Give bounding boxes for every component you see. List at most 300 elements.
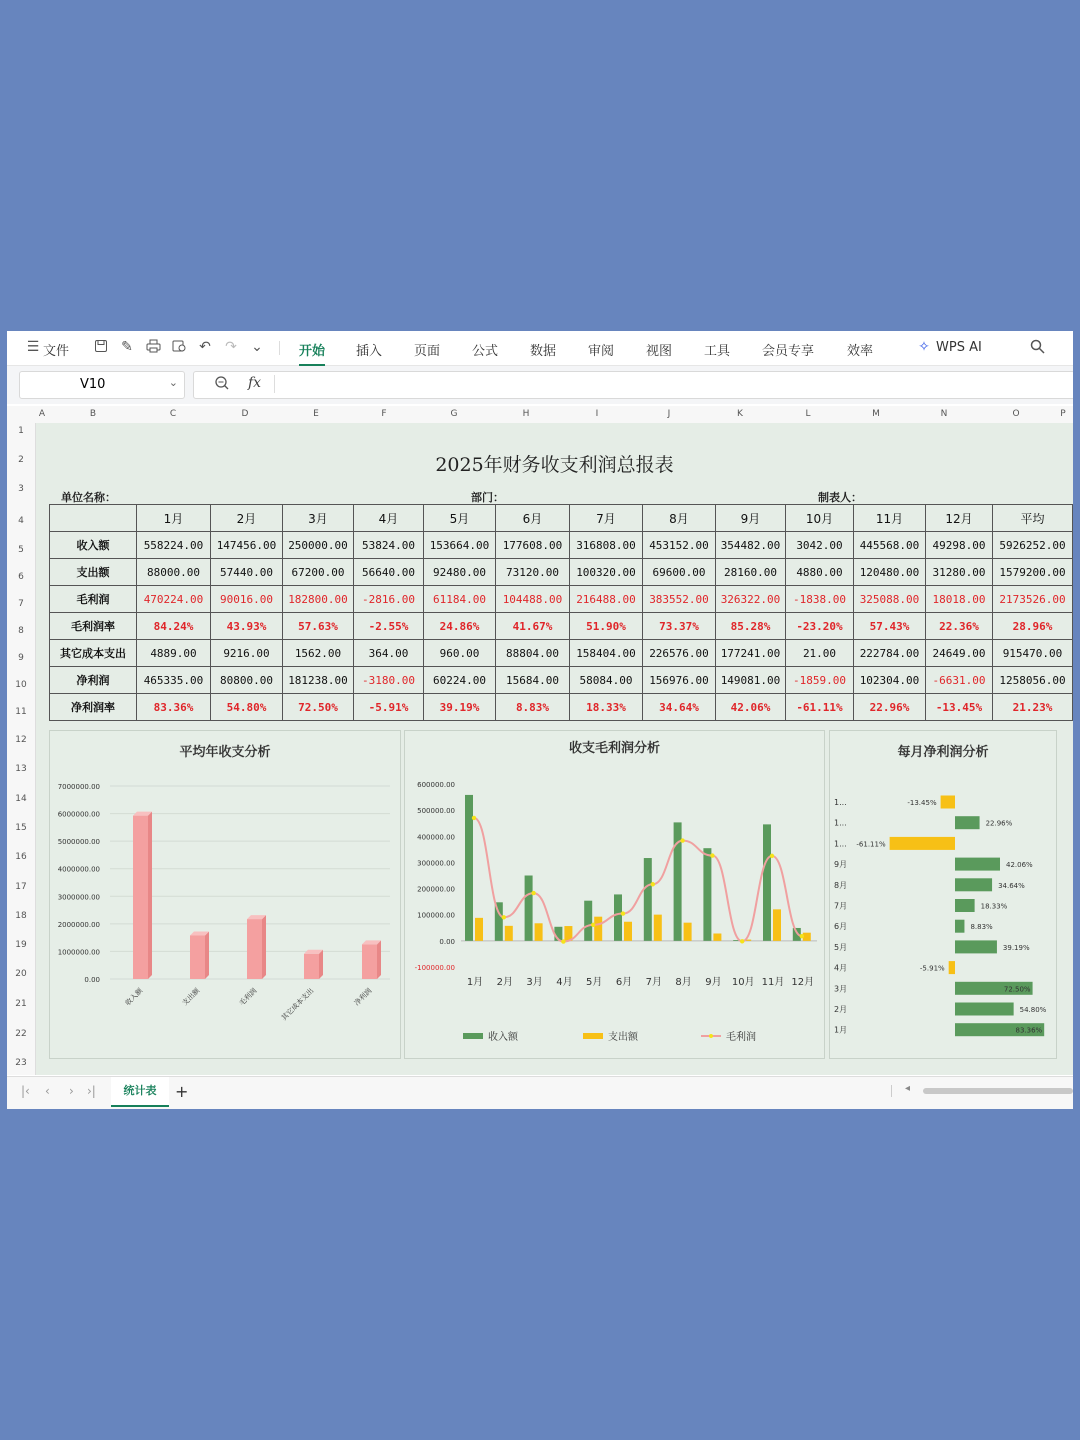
- table-cell[interactable]: 69600.00: [643, 559, 716, 586]
- x-tick-label: 收入额: [123, 986, 145, 1008]
- x-tick-label: 10月: [731, 977, 755, 988]
- income-bar[interactable]: [644, 858, 652, 941]
- table-cell[interactable]: -5.91%: [354, 694, 424, 721]
- y-tick-label: 6000000.00: [57, 810, 100, 819]
- bar[interactable]: [247, 919, 262, 979]
- x-tick-label: 6月: [615, 977, 633, 988]
- expense-bar[interactable]: [594, 917, 602, 941]
- table-cell[interactable]: 325088.00: [854, 586, 926, 613]
- expense-bar[interactable]: [684, 923, 692, 941]
- column-header-a[interactable]: A: [38, 409, 46, 419]
- table-cell[interactable]: 18018.00: [926, 586, 993, 613]
- table-row: [50, 559, 1073, 586]
- y-tick-label: 7000000.00: [57, 783, 100, 791]
- header-cell[interactable]: 5月: [424, 505, 496, 532]
- gross-profit-point[interactable]: [710, 853, 714, 857]
- wps-ai-button[interactable]: WPS AI: [936, 340, 982, 355]
- net-profit-bar[interactable]: [955, 816, 980, 829]
- table-header-row: [50, 505, 1073, 532]
- table-cell[interactable]: 57.43%: [854, 613, 926, 640]
- table-cell[interactable]: 120480.00: [854, 559, 926, 586]
- table-cell[interactable]: 8.83%: [496, 694, 570, 721]
- table-cell[interactable]: 102304.00: [854, 667, 926, 694]
- chart-title: 平均年收支分析: [179, 745, 271, 760]
- y-tick-label: 1000000.00: [57, 948, 100, 957]
- table-cell[interactable]: 83.36%: [137, 694, 211, 721]
- column-header-p[interactable]: P: [1060, 409, 1066, 419]
- gross-profit-point[interactable]: [591, 923, 595, 927]
- row-label[interactable]: 净利润率: [50, 694, 137, 721]
- table-cell[interactable]: 158404.00: [570, 640, 643, 667]
- add-sheet-button[interactable]: +: [175, 1082, 189, 1101]
- table-cell[interactable]: -2816.00: [354, 586, 424, 613]
- table-cell[interactable]: -61.11%: [786, 694, 854, 721]
- expense-bar[interactable]: [535, 923, 543, 941]
- row-header-20[interactable]: 20: [15, 969, 27, 979]
- table-cell[interactable]: 51.90%: [570, 613, 643, 640]
- x-tick-label: 支出额: [180, 986, 202, 1008]
- data-label: 72.50%: [1003, 985, 1031, 994]
- table-row: [50, 532, 1073, 559]
- gross-profit-point[interactable]: [800, 934, 804, 938]
- expense-bar[interactable]: [505, 926, 513, 941]
- bar[interactable]: [190, 935, 205, 979]
- legend-label: 支出额: [608, 1032, 638, 1043]
- row-header-15[interactable]: 15: [15, 823, 27, 833]
- y-tick-label: 5000000.00: [57, 838, 100, 847]
- header-cell[interactable]: 8月: [643, 505, 716, 532]
- column-header-c[interactable]: C: [169, 409, 177, 419]
- row-header-4[interactable]: 4: [18, 516, 24, 526]
- tab-tools[interactable]: 工具: [704, 344, 731, 359]
- row-header-18[interactable]: 18: [15, 911, 27, 921]
- table-cell[interactable]: 21.00: [786, 640, 854, 667]
- table-cell[interactable]: 24.86%: [424, 613, 496, 640]
- table-cell[interactable]: 453152.00: [643, 532, 716, 559]
- row-header-10[interactable]: 10: [15, 680, 27, 690]
- header-cell[interactable]: 4月: [354, 505, 424, 532]
- bar[interactable]: [362, 944, 377, 979]
- table-cell[interactable]: 88804.00: [496, 640, 570, 667]
- expense-bar[interactable]: [654, 915, 662, 941]
- toolbar-divider: [279, 341, 280, 355]
- bar-side: [205, 931, 209, 979]
- y-tick-label: 400000.00: [417, 833, 455, 842]
- undo-icon[interactable]: ↶: [199, 339, 211, 355]
- x-tick-label: 2月: [496, 977, 513, 988]
- row-label[interactable]: 毛利润: [50, 586, 137, 613]
- monthly-net-profit-chart[interactable]: [829, 730, 1057, 1059]
- table-cell[interactable]: 84.24%: [137, 613, 211, 640]
- legend-label: 收入额: [488, 1032, 518, 1043]
- gross-profit-point[interactable]: [561, 939, 565, 943]
- table-row: [50, 613, 1073, 640]
- chevron-down-icon[interactable]: ⌄: [251, 339, 263, 355]
- table-cell[interactable]: 80800.00: [211, 667, 283, 694]
- net-profit-bar[interactable]: [955, 878, 992, 891]
- tab-data[interactable]: 数据: [530, 344, 557, 359]
- income-bar[interactable]: [703, 848, 711, 941]
- column-header-i[interactable]: I: [595, 409, 599, 419]
- y-tick-label: 9月: [834, 860, 848, 870]
- profit-analysis-chart[interactable]: [404, 730, 825, 1059]
- tab-insert[interactable]: 插入: [356, 344, 383, 359]
- report-table: [49, 504, 1073, 721]
- table-cell[interactable]: 61184.00: [424, 586, 496, 613]
- table-cell[interactable]: 222784.00: [854, 640, 926, 667]
- sheet-tab-bar: [7, 1076, 1073, 1109]
- table-cell[interactable]: 57440.00: [211, 559, 283, 586]
- income-bar[interactable]: [525, 876, 533, 941]
- table-cell[interactable]: 22.36%: [926, 613, 993, 640]
- table-cell[interactable]: 31280.00: [926, 559, 993, 586]
- x-tick-label: 其它成本支出: [280, 986, 316, 1023]
- table-cell[interactable]: 9216.00: [211, 640, 283, 667]
- gross-profit-point[interactable]: [651, 882, 655, 886]
- gross-profit-point[interactable]: [680, 838, 684, 842]
- bar[interactable]: [133, 816, 148, 979]
- x-tick-label: 8月: [675, 977, 692, 988]
- row-header-17[interactable]: 17: [15, 882, 27, 892]
- row-header-2[interactable]: 2: [18, 455, 24, 465]
- net-profit-bar[interactable]: [955, 920, 964, 933]
- chart-title: 收支毛利润分析: [568, 741, 660, 756]
- table-cell[interactable]: 41.67%: [496, 613, 570, 640]
- table-cell[interactable]: 72.50%: [283, 694, 354, 721]
- header-cell[interactable]: 3月: [283, 505, 354, 532]
- expense-bar[interactable]: [773, 909, 781, 940]
- row-header-23[interactable]: 23: [15, 1058, 27, 1068]
- net-profit-bar[interactable]: [955, 858, 1000, 871]
- table-cell[interactable]: 147456.00: [211, 532, 283, 559]
- x-tick-label: 3月: [526, 977, 543, 988]
- report-title: 2025年财务收支利润总报表: [435, 454, 674, 476]
- table-cell[interactable]: 5926252.00: [993, 532, 1073, 559]
- tab-page[interactable]: 页面: [414, 344, 441, 359]
- row-header-6[interactable]: 6: [18, 572, 24, 582]
- function-icon[interactable]: fx: [248, 375, 262, 391]
- x-tick-label: 12月: [791, 977, 815, 988]
- bar[interactable]: [304, 954, 319, 979]
- table-cell[interactable]: 960.00: [424, 640, 496, 667]
- y-tick-label: 3000000.00: [57, 893, 100, 902]
- table-cell[interactable]: 57.63%: [283, 613, 354, 640]
- gross-profit-point[interactable]: [770, 854, 774, 858]
- header-cell[interactable]: 10月: [786, 505, 854, 532]
- table-cell[interactable]: 24649.00: [926, 640, 993, 667]
- format-painter-icon[interactable]: ✎: [121, 339, 133, 355]
- row-header-9[interactable]: 9: [18, 653, 24, 663]
- chevron-down-icon[interactable]: ⌄: [168, 376, 178, 389]
- expense-bar[interactable]: [475, 918, 483, 941]
- table-cell[interactable]: 383552.00: [643, 586, 716, 613]
- row-header-12[interactable]: 12: [15, 735, 27, 745]
- table-cell[interactable]: 177241.00: [716, 640, 786, 667]
- next-sheet-icon[interactable]: ›: [69, 1084, 74, 1098]
- table-cell[interactable]: 58084.00: [570, 667, 643, 694]
- income-bar[interactable]: [465, 795, 473, 941]
- y-tick-label: 4月: [834, 963, 848, 973]
- column-headers: [7, 406, 1073, 424]
- table-cell[interactable]: 1562.00: [283, 640, 354, 667]
- last-sheet-icon[interactable]: ›|: [87, 1084, 96, 1098]
- gross-profit-point[interactable]: [621, 911, 625, 915]
- x-tick-label: 9月: [705, 977, 722, 988]
- maker-label: 制表人：: [818, 491, 862, 504]
- tab-home[interactable]: 开始: [299, 340, 325, 359]
- net-profit-bar[interactable]: [890, 837, 955, 850]
- header-cell[interactable]: 7月: [570, 505, 643, 532]
- legend-marker: [709, 1034, 713, 1038]
- header-cell[interactable]: [50, 505, 137, 532]
- header-cell[interactable]: 11月: [854, 505, 926, 532]
- row-label[interactable]: 净利润: [50, 667, 137, 694]
- table-cell[interactable]: 73120.00: [496, 559, 570, 586]
- table-cell[interactable]: 1579200.00: [993, 559, 1073, 586]
- table-cell[interactable]: 54.80%: [211, 694, 283, 721]
- gross-profit-point[interactable]: [502, 915, 506, 919]
- header-cell[interactable]: 9月: [716, 505, 786, 532]
- scroll-left-icon[interactable]: ◂: [905, 1083, 911, 1094]
- table-cell[interactable]: 42.06%: [716, 694, 786, 721]
- table-cell[interactable]: 181238.00: [283, 667, 354, 694]
- table-cell[interactable]: 316808.00: [570, 532, 643, 559]
- income-bar[interactable]: [763, 824, 771, 940]
- table-cell[interactable]: 182800.00: [283, 586, 354, 613]
- menu-bar: [7, 331, 1073, 366]
- hamburger-menu-icon[interactable]: ☰: [26, 339, 40, 355]
- table-cell[interactable]: 15684.00: [496, 667, 570, 694]
- table-cell[interactable]: 364.00: [354, 640, 424, 667]
- y-tick-label: 1...: [834, 839, 847, 849]
- table-cell[interactable]: 2173526.00: [993, 586, 1073, 613]
- print-icon[interactable]: [145, 339, 161, 355]
- table-cell[interactable]: 28160.00: [716, 559, 786, 586]
- save-icon[interactable]: [93, 339, 109, 355]
- column-header-j[interactable]: J: [667, 409, 671, 419]
- table-cell[interactable]: 88000.00: [137, 559, 211, 586]
- row-label[interactable]: 收入额: [50, 532, 137, 559]
- expense-bar[interactable]: [713, 933, 721, 940]
- table-cell[interactable]: 445568.00: [854, 532, 926, 559]
- scroll-divider: [891, 1085, 892, 1097]
- net-profit-bar[interactable]: [949, 961, 955, 974]
- table-cell[interactable]: 4889.00: [137, 640, 211, 667]
- table-cell[interactable]: 43.93%: [211, 613, 283, 640]
- row-label[interactable]: 其它成本支出: [50, 640, 137, 667]
- table-cell[interactable]: 153664.00: [424, 532, 496, 559]
- row-header-19[interactable]: 19: [15, 940, 27, 950]
- table-cell[interactable]: 326322.00: [716, 586, 786, 613]
- table-cell[interactable]: 1258056.00: [993, 667, 1073, 694]
- table-cell[interactable]: 90016.00: [211, 586, 283, 613]
- prev-sheet-icon[interactable]: ‹: [45, 1084, 50, 1098]
- sheet-area[interactable]: [36, 423, 1073, 1075]
- net-profit-bar[interactable]: [955, 899, 975, 912]
- wps-ai-icon[interactable]: ✧: [918, 339, 930, 355]
- table-cell[interactable]: -1859.00: [786, 667, 854, 694]
- table-cell[interactable]: -6631.00: [926, 667, 993, 694]
- tab-efficiency[interactable]: 效率: [847, 344, 874, 359]
- row-header-7[interactable]: 7: [18, 599, 24, 609]
- table-cell[interactable]: 100320.00: [570, 559, 643, 586]
- column-header-h[interactable]: H: [522, 409, 530, 419]
- file-menu[interactable]: 文件: [43, 344, 70, 359]
- legend-label: 毛利润: [726, 1032, 756, 1043]
- y-tick-label: 6月: [834, 922, 848, 932]
- column-header-n[interactable]: N: [940, 409, 948, 419]
- column-header-f[interactable]: F: [381, 409, 387, 419]
- data-label: 83.36%: [1015, 1026, 1043, 1035]
- row-header-21[interactable]: 21: [15, 999, 27, 1009]
- formula-bar: [7, 366, 1073, 404]
- table-cell[interactable]: 470224.00: [137, 586, 211, 613]
- y-tick-label: 1月: [834, 1025, 848, 1035]
- table-cell[interactable]: 3042.00: [786, 532, 854, 559]
- avg-income-expense-chart[interactable]: [49, 730, 401, 1059]
- chart-canvas: [50, 731, 400, 1058]
- table-cell[interactable]: -2.55%: [354, 613, 424, 640]
- table-cell[interactable]: -23.20%: [786, 613, 854, 640]
- column-header-g[interactable]: G: [450, 409, 458, 419]
- table-cell[interactable]: 85.28%: [716, 613, 786, 640]
- tab-view[interactable]: 视图: [646, 344, 673, 359]
- column-header-e[interactable]: E: [313, 409, 319, 419]
- table-cell[interactable]: 18.33%: [570, 694, 643, 721]
- table-cell[interactable]: 354482.00: [716, 532, 786, 559]
- y-tick-label: 5月: [834, 942, 848, 952]
- table-cell[interactable]: 250000.00: [283, 532, 354, 559]
- column-header-d[interactable]: D: [241, 409, 249, 419]
- bar-side: [148, 812, 152, 979]
- table-cell[interactable]: -1838.00: [786, 586, 854, 613]
- y-tick-label: -100000.00: [414, 964, 455, 972]
- table-cell[interactable]: 21.23%: [993, 694, 1073, 721]
- table-cell[interactable]: 4880.00: [786, 559, 854, 586]
- table-cell[interactable]: 28.96%: [993, 613, 1073, 640]
- legend-swatch: [463, 1033, 483, 1039]
- gross-profit-point[interactable]: [472, 816, 476, 820]
- table-cell[interactable]: 177608.00: [496, 532, 570, 559]
- table-cell[interactable]: 60224.00: [424, 667, 496, 694]
- x-tick-label: 1月: [466, 977, 484, 988]
- y-tick-label: 7月: [834, 901, 848, 911]
- table-cell[interactable]: 73.37%: [643, 613, 716, 640]
- table-cell[interactable]: 34.64%: [643, 694, 716, 721]
- y-tick-label: 300000.00: [417, 859, 455, 868]
- header-cell[interactable]: 12月: [926, 505, 993, 532]
- y-tick-label: 500000.00: [417, 807, 455, 816]
- table-cell[interactable]: 149081.00: [716, 667, 786, 694]
- search-icon[interactable]: [1029, 339, 1045, 355]
- row-header-14[interactable]: 14: [15, 794, 27, 804]
- row-label[interactable]: 支出额: [50, 559, 137, 586]
- table-cell[interactable]: 22.96%: [854, 694, 926, 721]
- table-cell[interactable]: 104488.00: [496, 586, 570, 613]
- table-cell[interactable]: 56640.00: [354, 559, 424, 586]
- print-preview-icon[interactable]: [171, 339, 187, 355]
- net-profit-bar[interactable]: [941, 796, 955, 809]
- sheet-tab-active[interactable]: 统计表: [111, 1077, 169, 1107]
- expense-bar[interactable]: [803, 933, 811, 941]
- name-box[interactable]: [19, 371, 185, 399]
- row-header-8[interactable]: 8: [18, 626, 24, 636]
- header-cell[interactable]: 2月: [211, 505, 283, 532]
- y-tick-label: 2000000.00: [57, 920, 100, 929]
- header-cell[interactable]: 6月: [496, 505, 570, 532]
- tab-member[interactable]: 会员专享: [762, 344, 815, 359]
- horizontal-scrollbar[interactable]: [923, 1088, 1073, 1094]
- table-cell[interactable]: 39.19%: [424, 694, 496, 721]
- table-cell[interactable]: 216488.00: [570, 586, 643, 613]
- bar-side: [262, 915, 266, 979]
- bar-side: [319, 950, 323, 979]
- table-cell[interactable]: 92480.00: [424, 559, 496, 586]
- formula-divider: [274, 375, 275, 393]
- row-header-13[interactable]: 13: [15, 764, 27, 774]
- header-cell[interactable]: 1月: [137, 505, 211, 532]
- table-cell[interactable]: 558224.00: [137, 532, 211, 559]
- table-cell[interactable]: 465335.00: [137, 667, 211, 694]
- income-bar[interactable]: [584, 901, 592, 941]
- column-header-l[interactable]: L: [805, 409, 811, 419]
- table-row: [50, 586, 1073, 613]
- unit-name-label: 单位名称：: [61, 491, 116, 504]
- row-header-1[interactable]: 1: [18, 426, 24, 436]
- data-label: -61.11%: [856, 840, 886, 849]
- row-header-3[interactable]: 3: [18, 484, 24, 494]
- row-header-5[interactable]: 5: [18, 545, 24, 555]
- zoom-search-icon[interactable]: [214, 375, 230, 395]
- table-cell[interactable]: 49298.00: [926, 532, 993, 559]
- y-tick-label: 100000.00: [417, 911, 455, 920]
- bar-side: [377, 940, 381, 979]
- column-header-m[interactable]: M: [872, 409, 880, 419]
- row-header-16[interactable]: 16: [15, 852, 27, 862]
- header-cell[interactable]: 平均: [993, 505, 1073, 532]
- gross-profit-point[interactable]: [531, 891, 535, 895]
- redo-icon[interactable]: ↷: [225, 339, 237, 355]
- table-cell[interactable]: 226576.00: [643, 640, 716, 667]
- tab-formula[interactable]: 公式: [472, 344, 499, 359]
- gross-profit-point[interactable]: [740, 939, 744, 943]
- table-cell[interactable]: 53824.00: [354, 532, 424, 559]
- table-cell[interactable]: -13.45%: [926, 694, 993, 721]
- column-header-o[interactable]: O: [1012, 409, 1020, 419]
- table-cell[interactable]: 915470.00: [993, 640, 1073, 667]
- row-label[interactable]: 毛利润率: [50, 613, 137, 640]
- column-header-b[interactable]: B: [89, 409, 97, 419]
- row-header-11[interactable]: 11: [15, 707, 27, 717]
- row-header-22[interactable]: 22: [15, 1029, 27, 1039]
- x-tick-label: 11月: [761, 977, 785, 988]
- table-row: [50, 667, 1073, 694]
- net-profit-bar[interactable]: [955, 940, 997, 953]
- gross-profit-line[interactable]: [474, 818, 802, 942]
- column-header-k[interactable]: K: [737, 409, 743, 419]
- net-profit-bar[interactable]: [955, 1003, 1014, 1016]
- tab-review[interactable]: 审阅: [588, 344, 615, 359]
- expense-bar[interactable]: [624, 922, 632, 941]
- income-bar[interactable]: [614, 894, 622, 940]
- data-label: 39.19%: [1002, 943, 1030, 952]
- data-label: 42.06%: [1006, 861, 1033, 870]
- table-cell[interactable]: 67200.00: [283, 559, 354, 586]
- table-cell[interactable]: 156976.00: [643, 667, 716, 694]
- table-row: [50, 640, 1073, 667]
- first-sheet-icon[interactable]: |‹: [21, 1084, 30, 1098]
- table-cell[interactable]: -3180.00: [354, 667, 424, 694]
